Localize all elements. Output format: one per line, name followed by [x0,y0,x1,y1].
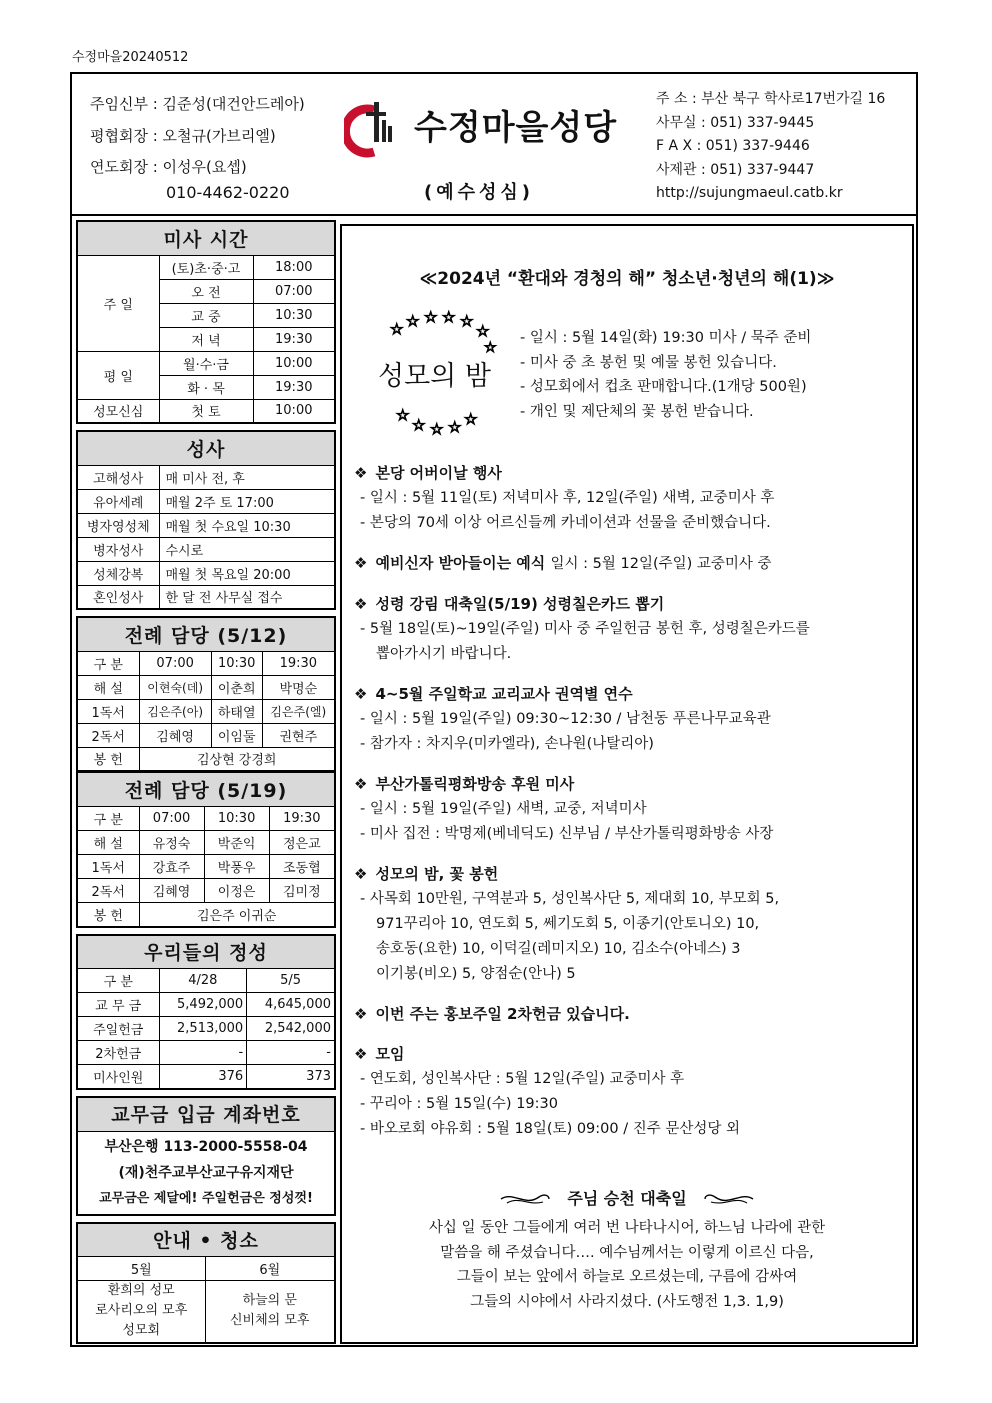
account-bank: 부산은행 113-2000-5558-04 [104,1138,308,1155]
svg-text:☆: ☆ [412,416,426,434]
liturgy-offering: 김상현 강경희 [139,747,335,771]
liturgy-0512-table [76,616,336,772]
office-phone: 사무실 : 051) 337-9445 [656,114,815,131]
marian-day: 첫 토 [159,399,253,423]
offering-value: 2,513,000 [159,1017,247,1041]
sacrament-label: 병자영성체 [77,513,159,537]
liturgy-person: 박풍우 [204,855,269,879]
cleaning-month: 6월 [205,1257,335,1281]
section-heading: ❖ 부산가톨릭평화방송 후원 미사 [354,775,575,793]
mass-day: 월·수·금 [159,351,253,375]
mass-day: 화 · 목 [159,375,253,399]
bulletin-file-label: 수정마을20240512 [72,50,189,65]
liturgy-offering: 김은주 이귀순 [139,903,335,927]
ascension-box [342,1186,912,1314]
svg-text:☆: ☆ [406,312,420,330]
diamond-bullet-icon: ❖ [354,1045,368,1063]
liturgy-header: 10:30 [211,651,262,675]
liturgy-0519-title: 전례 담당 (5/19) [77,773,335,807]
liturgy-header: 구 분 [77,807,139,831]
section-heading: ❖ 성모의 밤, 꽃 봉헌 [354,865,499,883]
ascension-text [342,1216,912,1314]
cleaning-group: 환희의 성모 [107,1283,175,1299]
account-title: 교무금 입금 계좌번호 [78,1098,334,1132]
svg-text:☆: ☆ [396,406,410,424]
ascension-heading [342,1186,912,1212]
parish-emblem-icon [344,98,408,158]
section-flower-offering [354,861,906,987]
liturgy-person: 정은교 [269,831,335,855]
marian-night-logo [372,310,512,440]
mass-time: 10:30 [253,303,335,327]
section-heading: ❖ 이번 주는 홍보주일 2차헌금 있습니다. [354,1005,630,1023]
council-line: 평협회장 : 오철규(가브리엘) [90,127,276,145]
diamond-bullet-icon: ❖ [354,775,368,793]
offering-label: 미사인원 [77,1065,159,1089]
sacrament-label: 병자성사 [77,537,159,561]
sacraments-table [76,430,336,610]
sacrament-value: 매 미사 전, 후 [159,465,335,489]
mass-day: 교 중 [159,303,253,327]
liturgy-person: 이현숙(데) [139,675,211,699]
liturgy-person: 이정은 [204,879,269,903]
liturgy-header: 19:30 [262,651,335,675]
offering-header: 4/28 [159,969,247,993]
section-broadcast-mass [354,771,906,847]
diamond-bullet-icon: ❖ [354,685,368,703]
liturgy-header: 19:30 [269,807,335,831]
section-line: 971꾸리아 10, 연도회 5, 쎄기도회 5, 이종기(안토니오) 10, [376,916,760,932]
mass-time: 19:30 [253,375,335,399]
sacrament-value: 매월 2주 토 17:00 [159,489,335,513]
section-line: - 참가자 : 차지우(미카엘라), 손나원(나탈리아) [360,736,654,752]
svg-text:☆: ☆ [460,312,474,330]
sacraments-title: 성사 [77,431,335,465]
section-parents-day [354,460,906,536]
sacrament-value: 한 달 전 사무실 접수 [159,585,335,609]
section-meetings [354,1041,906,1142]
parish-subtitle: (예수성심) [424,182,535,203]
veterans-phone: 010-4462-0220 [166,183,290,202]
cleaning-group: 신비체의 모후 [230,1313,310,1329]
liturgy-person: 김은주(엘) [262,699,335,723]
sacrament-label: 혼인성사 [77,585,159,609]
fax-line: F A X : 051) 337-9446 [656,138,810,154]
cleaning-group: 성모회 [122,1323,161,1339]
section-line: 송호동(요한) 10, 이덕길(레미지오) 10, 김소수(아네스) 3 [376,941,741,957]
section-line: - 바오로회 야유회 : 5월 18일(토) 09:00 / 진주 문산성당 외 [360,1121,740,1137]
liturgy-role: 봉 헌 [77,903,139,927]
section-line: - 꾸리아 : 5월 15일(수) 19:30 [360,1096,558,1112]
liturgy-person: 김미정 [269,879,335,903]
weekday-label: 평 일 [77,351,159,399]
liturgy-0519-table [76,772,336,928]
section-catechumen [354,550,906,577]
marian-label: 성모신심 [77,399,159,423]
cleaning-june-groups [205,1281,335,1343]
offering-value: 2,542,000 [247,1017,335,1041]
section-line: - 본당의 70세 이상 어르신들께 카네이션과 선물을 준비했습니다. [360,515,771,531]
liturgy-role: 해 설 [77,675,139,699]
section-heading: ❖ 본당 어버이날 행사 [354,464,502,482]
liturgy-header: 구 분 [77,651,139,675]
ascension-line: 사십 일 동안 그들에게 여러 번 나타나시어, 하느님 나라에 관한 [428,1220,826,1236]
liturgy-person: 박명순 [262,675,335,699]
section-line: - 일시 : 5월 19일(주일) 09:30~12:30 / 남천동 푸른나무교육관 [360,711,771,727]
offering-label: 2차헌금 [77,1041,159,1065]
liturgy-role: 2독서 [77,879,139,903]
liturgy-0512-title: 전례 담당 (5/12) [77,617,335,651]
offering-header: 구 분 [77,969,159,993]
diamond-bullet-icon: ❖ [354,464,368,482]
diamond-bullet-icon: ❖ [354,1005,368,1023]
main-content [340,224,914,1344]
bulletin-frame [70,72,918,1347]
account-note: 교무금은 제달에! 주일헌금은 정성껏! [99,1190,313,1206]
offering-value: 4,645,000 [247,993,335,1017]
section-heading: ❖ 예비신자 받아들이는 예식 일시 : 5월 12일(주일) 교중미사 중 [354,554,772,572]
main-title: ≪2024년 “환대와 경청의 해” 청소년·청년의 해(1)≫ [419,269,835,289]
mass-time: 07:00 [253,279,335,303]
offering-label: 주일헌금 [77,1017,159,1041]
offering-value: 376 [159,1065,247,1089]
offering-value: 373 [247,1065,335,1089]
liturgy-person: 강효주 [139,855,204,879]
liturgy-person: 이춘희 [211,675,262,699]
section-pentecost [354,591,906,667]
sidebar [76,220,336,1350]
cleaning-title: 안내 • 청소 [77,1223,335,1257]
liturgy-header: 07:00 [139,807,204,831]
liturgy-person: 박준익 [204,831,269,855]
liturgy-person: 이임둘 [211,723,262,747]
mass-times-title: 미사 시간 [77,221,335,255]
rectory-phone: 사제관 : 051) 337-9447 [656,161,815,178]
offering-value: - [159,1041,247,1065]
address-line: 주 소 : 부산 북구 학사로17번가길 16 [656,91,886,107]
contact-info [656,88,885,206]
liturgy-person: 김혜영 [139,879,204,903]
liturgy-role: 1독서 [77,699,139,723]
flourish-left-icon [499,1190,551,1208]
night-item: - 성모회에서 컵초 판매합니다.(1개당 500원) [520,379,807,395]
offerings-title: 우리들의 정성 [77,935,335,969]
liturgy-role: 1독서 [77,855,139,879]
liturgy-role: 2독서 [77,723,139,747]
section-line: - 일시 : 5월 19일(주일) 새벽, 교중, 저녁미사 [360,801,647,817]
svg-text:☆: ☆ [476,322,490,340]
night-item: - 미사 중 초 봉헌 및 예물 봉헌 있습니다. [520,354,777,371]
offering-label: 교 무 금 [77,993,159,1017]
offering-value: - [247,1041,335,1065]
parish-logo [344,88,644,168]
svg-text:☆: ☆ [484,340,497,356]
section-line: - 사목회 10만원, 구역분과 5, 성인복사단 5, 제대회 10, 부모회 5, [360,891,780,907]
bulletin-header [72,74,916,216]
marian-time: 10:00 [253,399,335,423]
liturgy-person: 하태열 [211,699,262,723]
mass-time: 18:00 [253,255,335,279]
flourish-right-icon [703,1190,755,1208]
sacrament-value: 수시로 [159,537,335,561]
ascension-line: 그들의 시야에서 사라지셨다. (사도행전 1,3. 1,9) [470,1293,784,1310]
sacrament-value: 매월 첫 목요일 20:00 [159,561,335,585]
section-line: - 미사 집전 : 박명제(베네딕도) 신부님 / 부산가톨릭평화방송 사장 [360,826,774,842]
mass-times-table [76,220,336,424]
night-item: - 개인 및 제단체의 꽃 봉헌 받습니다. [520,403,754,420]
section-line: - 연도회, 성인복사단 : 5월 12일(주일) 교중미사 후 [360,1071,685,1087]
liturgy-person: 김은주(아) [139,699,211,723]
cleaning-may-groups [77,1281,205,1343]
account-box [76,1096,336,1216]
sacrament-label: 고해성사 [77,465,159,489]
section-line: 이기봉(비오) 5, 양점순(안나) 5 [376,966,576,982]
cleaning-group: 하늘의 문 [242,1293,297,1309]
offerings-table [76,934,336,1090]
mass-time: 10:00 [253,351,335,375]
parish-name: 수정마을성당 [414,108,618,148]
mass-day: (토)초·중·고 [159,255,253,279]
marian-night-title: 성모의 밤 [378,361,491,392]
night-item: - 일시 : 5월 14일(화) 19:30 미사 / 묵주 준비 [520,330,812,346]
offering-value: 5,492,000 [159,993,247,1017]
section-heading: ❖ 4~5월 주일학교 교리교사 권역별 연수 [354,685,633,703]
section-line: - 일시 : 5월 11일(토) 저녁미사 후, 12일(주일) 새벽, 교중미사 후 [360,490,775,506]
section-second-collection [354,1001,906,1027]
sunday-label: 주 일 [77,255,159,351]
mass-day: 오 전 [159,279,253,303]
diamond-bullet-icon: ❖ [354,865,368,883]
section-inline-date: 일시 : 5월 12일(주일) 교중미사 중 [550,556,772,572]
sacrament-label: 유아세례 [77,489,159,513]
svg-text:☆: ☆ [390,320,404,338]
svg-text:☆: ☆ [442,310,456,326]
liturgy-role: 봉 헌 [77,747,139,771]
mass-day: 저 녁 [159,327,253,351]
liturgy-person: 권현주 [262,723,335,747]
announcements [354,460,906,1142]
liturgy-role: 해 설 [77,831,139,855]
ascension-title: 주님 승천 대축일 [567,1189,687,1208]
marian-night-details [520,326,811,424]
svg-text:☆: ☆ [430,420,444,438]
liturgy-person: 조동협 [269,855,335,879]
ascension-line: 말씀을 해 주셨습니다…. 예수님께서는 이렇게 이르신 다음, [440,1244,814,1261]
section-line: - 5월 18일(토)~19일(주일) 미사 중 주일헌금 봉헌 후, 성령칠은카드를 [360,621,810,637]
account-holder: (재)천주교부산교구유지재단 [118,1164,294,1181]
veterans-line: 연도회장 : 이성우(요셉) [90,158,247,176]
cleaning-month: 5월 [77,1257,205,1281]
section-line: 뽑아가시기 바랍니다. [376,646,512,662]
liturgy-person: 유정숙 [139,831,204,855]
ascension-line: 그들이 보는 앞에서 하늘로 오르셨는데, 구름에 감싸여 [456,1269,798,1285]
staff-info [90,88,305,204]
liturgy-header: 07:00 [139,651,211,675]
diamond-bullet-icon: ❖ [354,554,368,572]
sacrament-label: 성체강복 [77,561,159,585]
svg-text:☆: ☆ [464,410,478,428]
svg-text:☆: ☆ [448,418,462,436]
section-heading: ❖ 성령 강림 대축일(5/19) 성령칠은카드 뽑기 [354,595,665,613]
diamond-bullet-icon: ❖ [354,595,368,613]
sacrament-value: 매월 첫 수요일 10:30 [159,513,335,537]
website-link[interactable]: http://sujungmaeul.catb.kr [656,185,843,201]
section-teacher-training [354,681,906,757]
section-heading: ❖ 모임 [354,1045,405,1063]
svg-text:☆: ☆ [424,310,438,326]
pastor-line: 주임신부 : 김준성(대건안드레아) [90,95,305,113]
mass-time: 19:30 [253,327,335,351]
cleaning-group: 로사리오의 모후 [95,1303,188,1319]
cleaning-table [76,1222,336,1344]
liturgy-person: 김혜영 [139,723,211,747]
liturgy-header: 10:30 [204,807,269,831]
offering-header: 5/5 [247,969,335,993]
